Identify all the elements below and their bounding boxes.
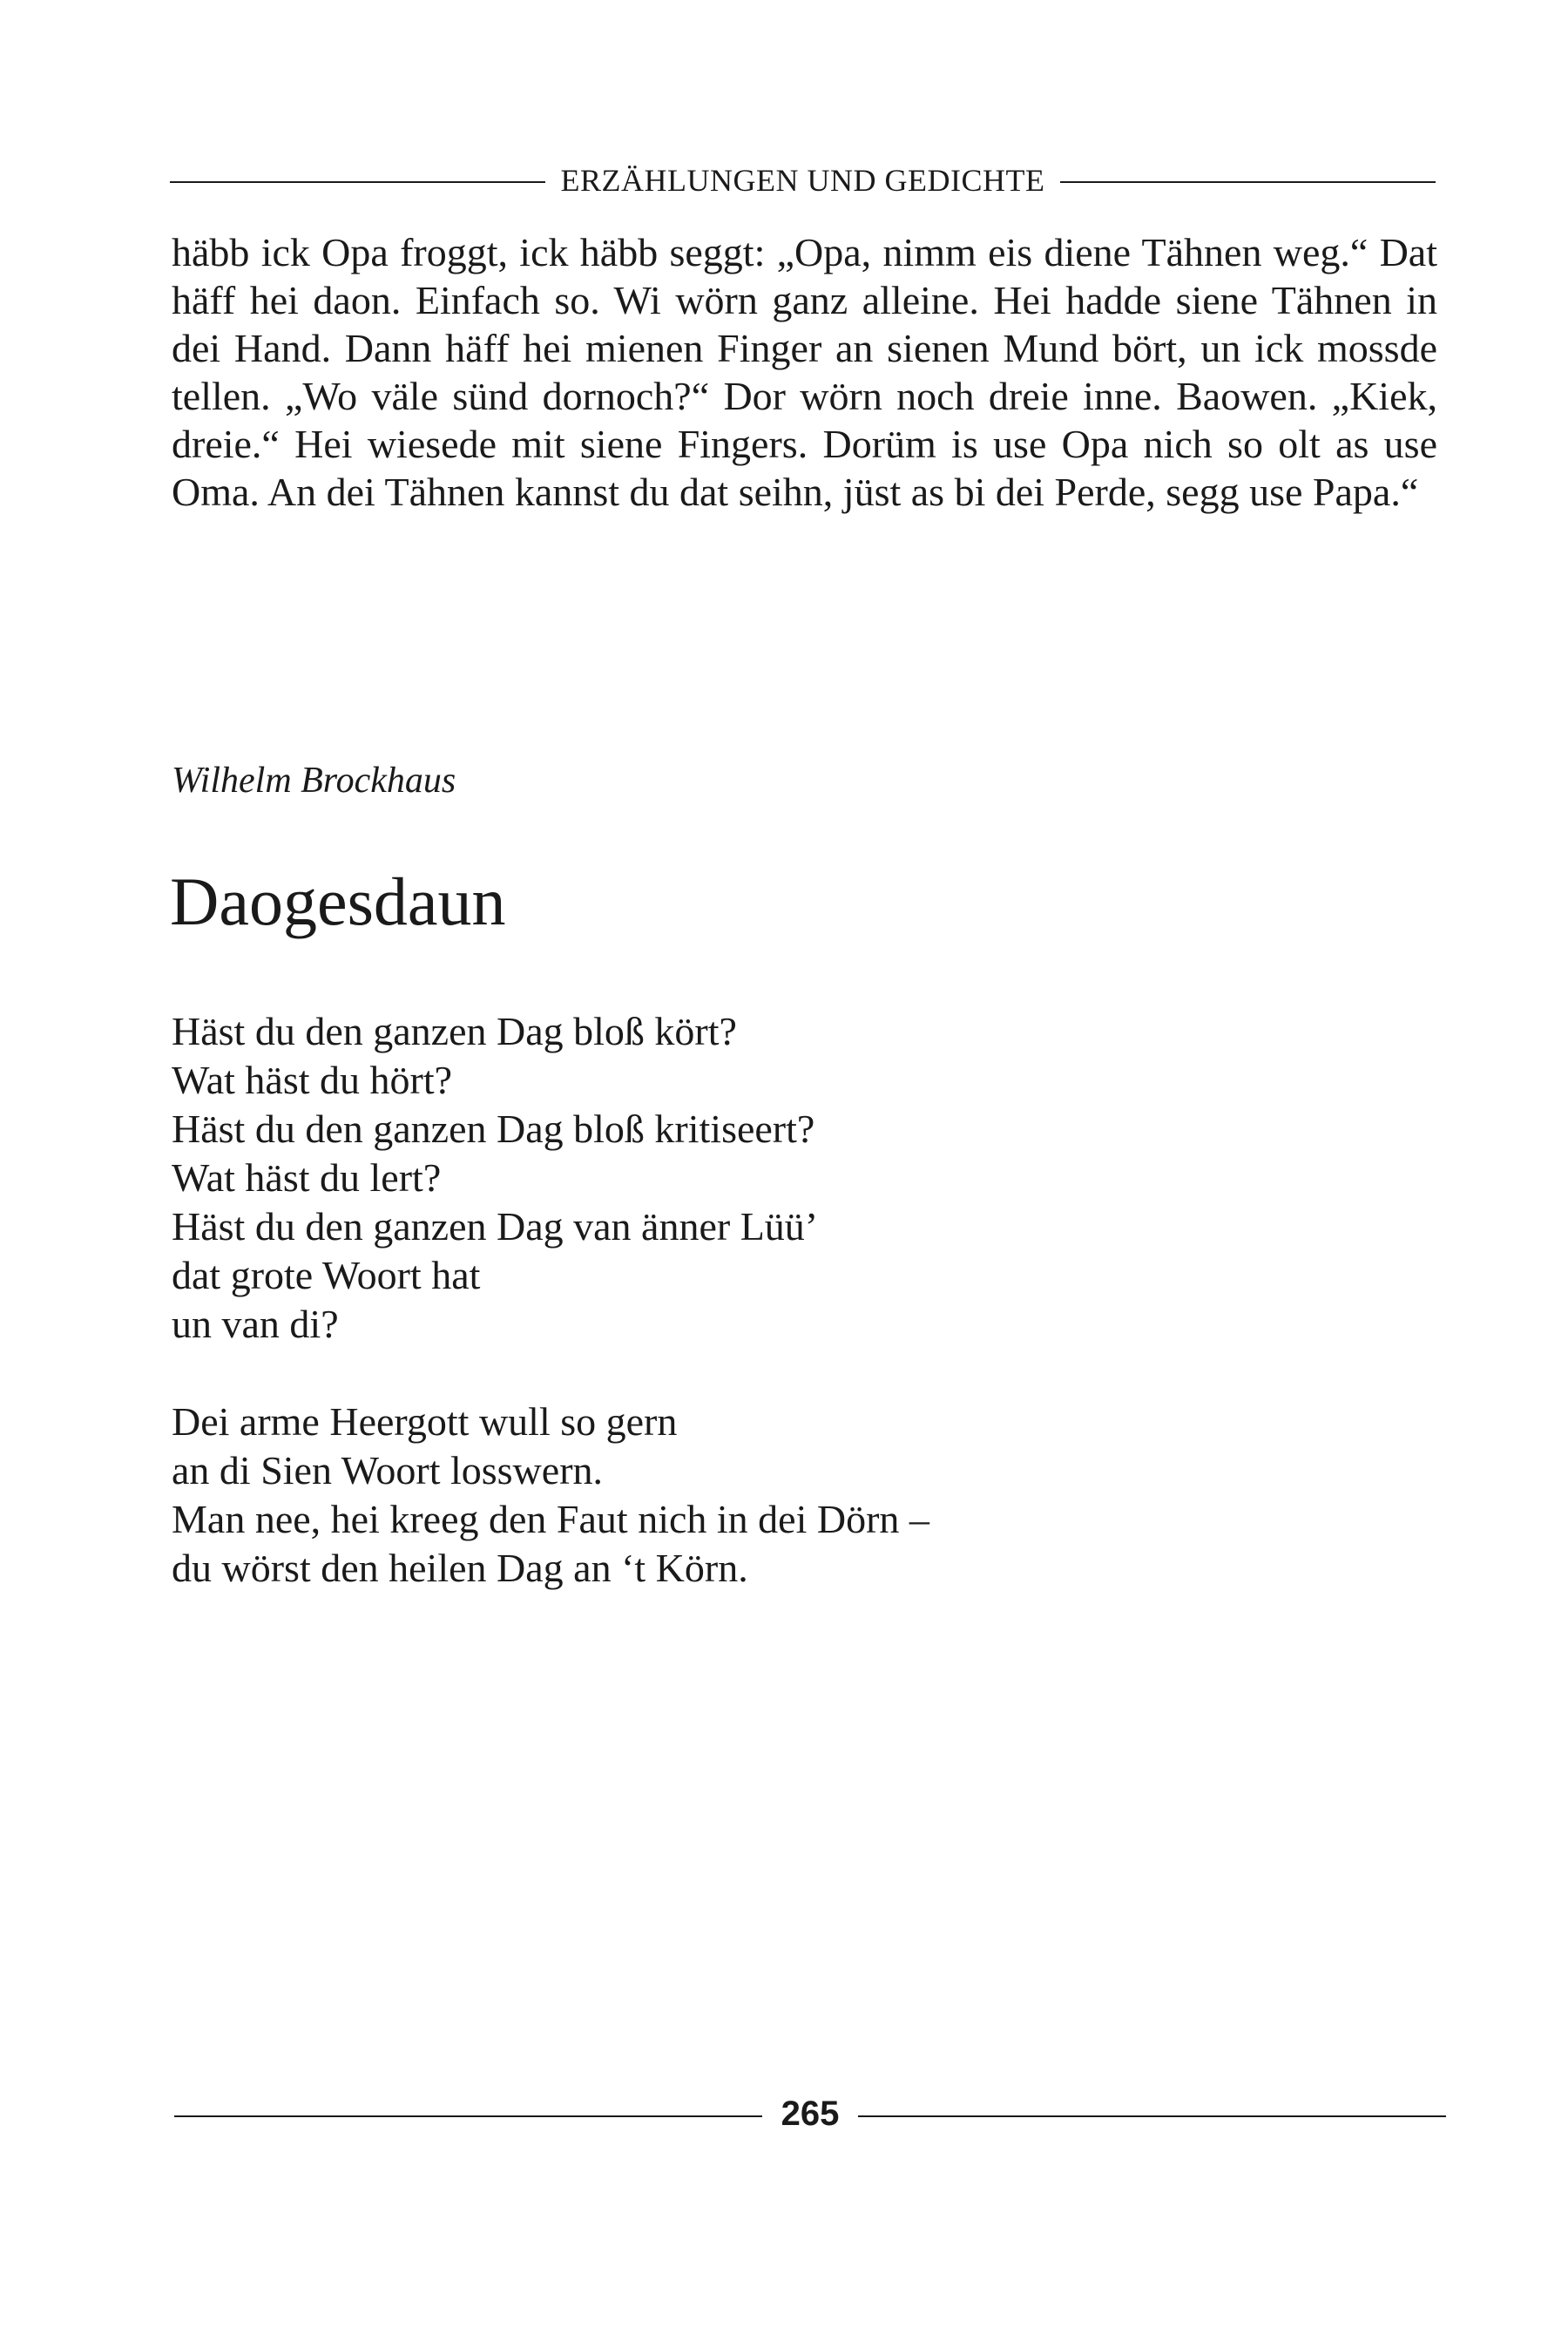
poem-line: du wörst den heilen Dag an ‘t Körn. bbox=[172, 1546, 748, 1590]
footer-rule-right bbox=[858, 2115, 1446, 2117]
header-rule-right bbox=[1060, 181, 1436, 183]
poem-line: Häst du den ganzen Dag van änner Lüü’ bbox=[172, 1204, 819, 1249]
poem-line: Wat häst du lert? bbox=[172, 1155, 442, 1200]
page-footer bbox=[174, 2095, 1446, 2134]
footer-rule-left bbox=[174, 2115, 762, 2117]
page-number: 265 bbox=[781, 2095, 840, 2133]
poem-line: un van di? bbox=[172, 1302, 339, 1346]
poem-line: dat grote Woort hat bbox=[172, 1253, 481, 1297]
poem-title: Daogesdaun bbox=[170, 863, 506, 939]
header-rule-left bbox=[170, 181, 545, 183]
poem-stanza-1 bbox=[172, 1007, 818, 1349]
running-header bbox=[170, 162, 1436, 199]
poem-author: Wilhelm Brockhaus bbox=[172, 761, 456, 801]
prose-paragraph: häbb ick Opa froggt, ick häbb seggt: „Opa, nimm eis diene Tähnen weg.“ Dat häff hei daon. Einfach so. Wi wörn ganz alleine. Hei hadde siene Tähnen in dei Hand. Dann häff hei mienen Finger an sienen Mund bört, un ick mossde tellen. „Wo väle sünd dornoch?“ Dor wörn noch dreie inne. Baowen. „Kiek, dreie.“ Hei wiesede mit siene Fingers. Dorüm is use Opa nich so olt as use Oma. An dei Tähnen kannst du dat seihn, jüst as bi dei Perde, segg use Papa.“ bbox=[172, 230, 1437, 514]
running-title: ERZÄHLUNGEN UND GEDICHTE bbox=[560, 163, 1045, 198]
poem-stanza-2 bbox=[172, 1398, 929, 1593]
poem-line: Wat häst du hört? bbox=[172, 1058, 453, 1102]
poem-line: Man nee, hei kreeg den Faut nich in dei Dörn – bbox=[172, 1497, 929, 1541]
prose-block bbox=[172, 228, 1437, 516]
poem-line: an di Sien Woort losswern. bbox=[172, 1448, 604, 1492]
poem-line: Häst du den ganzen Dag bloß kört? bbox=[172, 1009, 737, 1053]
poem-line: Häst du den ganzen Dag bloß kritiseert? bbox=[172, 1107, 815, 1151]
poem-line: Dei arme Heergott wull so gern bbox=[172, 1399, 678, 1444]
